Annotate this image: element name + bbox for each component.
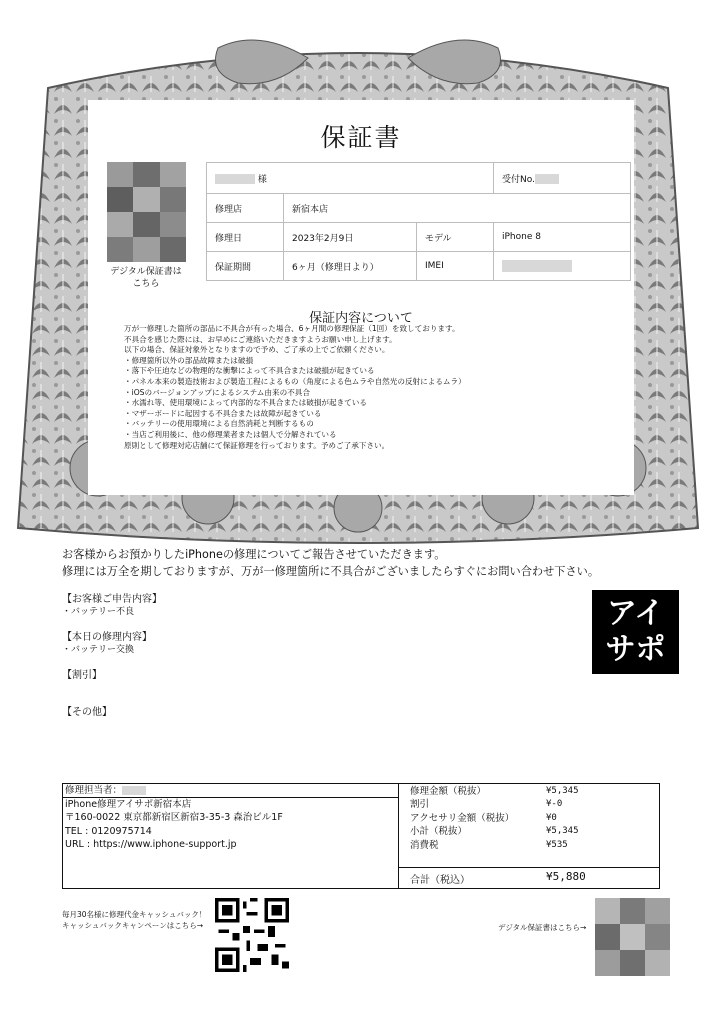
terms-list [124, 324, 604, 451]
discount-heading: 【割引】 [62, 670, 102, 681]
terms-line: 以下の場合、保証対象外となりますので予め、ご了承の上でご依頼ください。 [124, 345, 390, 355]
warranty-value: 6ヶ月（修理日より） [284, 252, 417, 281]
cost-row [400, 785, 658, 798]
model-label: モデル [417, 223, 494, 252]
terms-line: ・当店ご利用後に、他の修理業者または個人で分解されている [124, 429, 337, 439]
terms-line: ・バッテリーの使用環境による自然消耗と判断するもの [124, 419, 314, 429]
invoice-box [62, 783, 660, 889]
shop-url: URL : https://www.iphone-support.jp [65, 839, 237, 850]
terms-line: ・修理箇所以外の部品故障または破損 [124, 355, 254, 365]
logo-line: アイ [606, 596, 665, 631]
total-row [400, 868, 658, 888]
cost-value: ¥0 [546, 812, 557, 823]
shop-tel: TEL : 0120975714 [65, 825, 152, 837]
receipt-label: 受付No. [502, 174, 535, 185]
digital-certificate-caption: デジタル保証書は こちら [110, 267, 182, 289]
certificate-title: 保証書 [320, 123, 402, 152]
divider [398, 784, 399, 888]
report-intro [62, 546, 599, 580]
certificate-info-table [206, 162, 631, 281]
intro-line: お客様からお預かりしたiPhoneの修理についてご報告させていただきます。 [62, 548, 446, 561]
repair-value: ・バッテリー交換 [62, 645, 135, 655]
terms-line: ・落下や圧迫などの物理的な衝撃によって不具合または破損が起きている [124, 366, 375, 376]
terms-line: 万が一修理した箇所の部品に不具合が有った場合、6ヶ月間の修理保証（1回）を致しております。 [124, 324, 460, 333]
customer-report-heading: 【お客様ご申告内容】 [62, 594, 162, 605]
terms-line: 不具合を感じた際には、お早めにご連絡いただきますようお願い申し上げます。 [124, 334, 397, 344]
cost-value: ¥535 [546, 839, 568, 850]
terms-line: ・水濡れ等、使用環境によって内部的な不具合または破損が起きている [124, 398, 367, 408]
imei-label: IMEI [417, 252, 494, 281]
cashback-line: キャッシュバックキャンペーンはこちら→ [62, 921, 203, 930]
model-value: iPhone 8 [494, 223, 631, 252]
staff-label: 修理担当者： [65, 785, 123, 796]
cost-label: 修理金額（税抜） [410, 786, 487, 797]
cost-label: 小計（税抜） [410, 826, 468, 838]
cost-row [400, 839, 658, 852]
shop-address: 〒160-0022 東京都新宿区新宿3-35-3 森治ビル1F [65, 812, 283, 823]
terms-heading: 保証内容について [309, 311, 413, 326]
customer-report-value: ・バッテリー不良 [62, 607, 135, 617]
cost-value: ¥5,345 [546, 826, 579, 837]
cashback-line: 毎月30名様に修理代金キャッシュバック！ [62, 910, 207, 919]
intro-line: 修理には万全を期しておりますが、万が一修理箇所に不具合がございましたらすぐにお問い合わせ下さい。 [62, 565, 600, 578]
terms-line: 原則として修理対応店舗にて保証修理を行っております。予めご了承下さい。 [124, 440, 390, 450]
terms-line: ・パネル本来の製造技術および製造工程によるもの（角度による色ムラや自然光の反射によるムラ） [124, 376, 466, 386]
cost-row [400, 798, 658, 811]
digital-certificate-link-text: デジタル保証書はこちら→ [498, 923, 587, 932]
cost-label: 割引 [410, 799, 430, 811]
cashback-notice [62, 909, 206, 931]
cost-label: 消費税 [410, 839, 439, 851]
terms-line: ・iOSのバージョンアップによるシステム由来の不具合 [124, 387, 310, 397]
cost-row [400, 825, 658, 838]
imei-redacted [502, 260, 572, 272]
cost-value: ¥5,345 [546, 786, 579, 796]
repair-date-label: 修理日 [207, 223, 284, 252]
cost-label: アクセサリ金額（税抜） [410, 812, 515, 824]
cashback-qr-code[interactable] [215, 898, 289, 972]
repair-date-value: 2023年2月9日 [284, 223, 417, 252]
divider [63, 797, 398, 798]
cost-value: ¥-0 [546, 799, 563, 810]
customer-suffix: 様 [257, 174, 267, 185]
isapo-logo [592, 590, 679, 674]
terms-line: ・マザーボードに起因する不具合または故障が起きている [124, 408, 322, 418]
shop-info [65, 784, 283, 852]
warranty-label: 保証期間 [207, 252, 284, 281]
total-value: ¥5,880 [546, 870, 586, 883]
logo-line: サポ [605, 632, 666, 667]
total-label: 合計（税込） [410, 875, 470, 886]
shop-label: 修理店 [207, 194, 284, 223]
cost-table [400, 785, 658, 852]
digital-certificate-qr-blurred[interactable] [107, 162, 186, 262]
digital-certificate-qr-blurred-bottom[interactable] [595, 898, 670, 976]
cost-row [400, 812, 658, 825]
shop-name: iPhone修理アイサポ新宿本店 [65, 798, 192, 810]
other-heading: 【その他】 [62, 707, 112, 718]
repair-heading: 【本日の修理内容】 [62, 632, 152, 643]
shop-value: 新宿本店 [284, 194, 631, 223]
